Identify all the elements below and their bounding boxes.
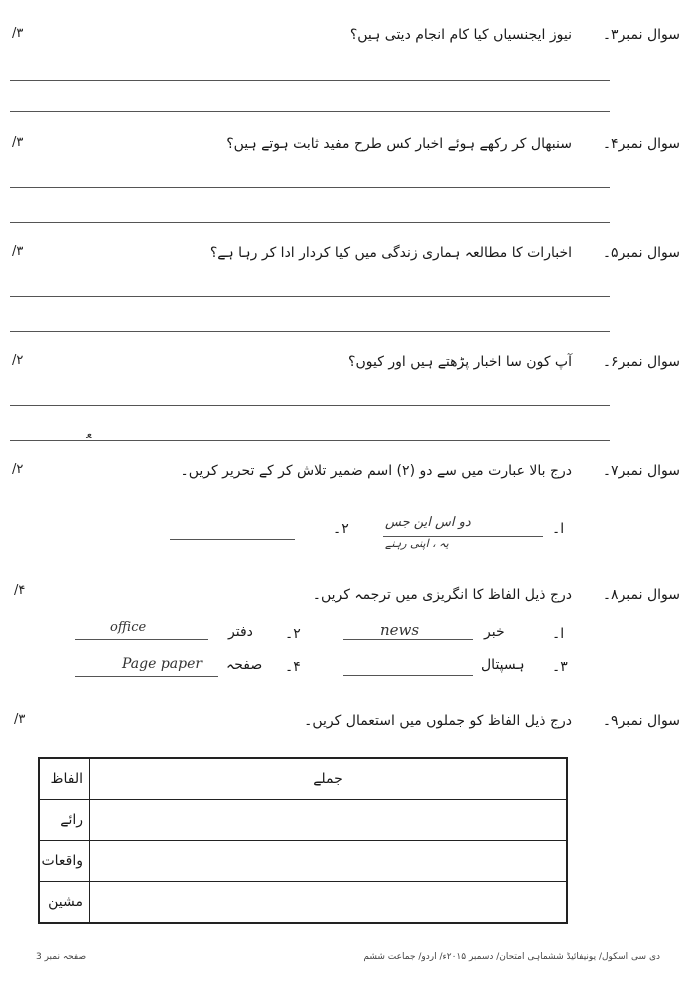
table-sentence-cell[interactable] <box>90 800 568 841</box>
table-word-cell: رائے <box>39 800 90 841</box>
q8-item-3-number: ۳۔ <box>552 659 568 675</box>
q6-label: سوال نمبر۶۔ <box>602 354 680 370</box>
table-row <box>39 882 567 924</box>
q9-text: درج ذیل الفاظ کو جملوں میں استعمال کریں۔ <box>304 713 572 729</box>
q8-item-4-answer[interactable]: Page paper <box>122 656 203 672</box>
q5-answer-line-2[interactable] <box>10 331 610 332</box>
q8-item-4-word: صفحہ <box>226 657 263 673</box>
footer-page-number: صفحہ نمبر 3 <box>36 952 87 962</box>
q4-answer-line-2[interactable] <box>10 222 610 223</box>
stray-pen-mark: ﻌ <box>86 428 92 441</box>
q8-item-3-line[interactable] <box>343 675 473 676</box>
table-word-cell: واقعات <box>39 841 90 882</box>
table-sentence-cell[interactable] <box>90 882 568 924</box>
table-row <box>39 841 567 882</box>
q3-text: نیوز ایجنسیاں کیا کام انجام دیتی ہیں؟ <box>349 27 572 43</box>
table-word-cell: مشین <box>39 882 90 924</box>
q7-label: سوال نمبر۷۔ <box>602 463 680 479</box>
q8-item-1-line[interactable] <box>343 639 473 640</box>
q8-item-1-word: خبر <box>484 624 505 640</box>
q8-marks: /۴ <box>14 583 26 598</box>
q9-marks: /۳ <box>14 712 26 727</box>
q3-marks: /۳ <box>12 26 24 41</box>
footer-exam-info: دی سی اسکول/ یونیفائیڈ ششماہی امتحان/ دسمبر ۲۰۱۵ء/ اردو/ جماعت ششم <box>363 952 660 962</box>
q4-label: سوال نمبر۴۔ <box>602 136 680 152</box>
q4-text: سنبھال کر رکھے ہوئے اخبار کس طرح مفید ثابت ہوتے ہیں؟ <box>226 136 572 152</box>
q6-text: آپ کون سا اخبار پڑھتے ہیں اور کیوں؟ <box>348 354 572 370</box>
q8-item-4-number: ۴۔ <box>285 659 301 675</box>
q8-item-2-line[interactable] <box>75 639 208 640</box>
q6-answer-line-2[interactable] <box>10 440 610 441</box>
table-sentence-cell[interactable] <box>90 841 568 882</box>
q9-label: سوال نمبر۹۔ <box>602 713 680 729</box>
q3-label: سوال نمبر۳۔ <box>602 27 680 43</box>
q7-item-2-number: ۲۔ <box>333 521 349 537</box>
table-header-words: الفاظ <box>39 758 90 800</box>
q4-answer-line-1[interactable] <box>10 187 610 188</box>
q8-item-4-line[interactable] <box>75 676 218 677</box>
q8-item-2-word: دفتر <box>228 624 253 640</box>
q7-text: درج بالا عبارت میں سے دو (۲) اسم ضمیر تلاش کر کے تحریر کریں۔ <box>180 463 572 479</box>
q8-item-2-number: ۲۔ <box>285 626 301 642</box>
q5-label: سوال نمبر۵۔ <box>602 245 680 261</box>
q8-item-2-answer[interactable]: office <box>110 620 147 635</box>
q8-item-1-answer[interactable]: news <box>380 621 420 639</box>
q7-answer-1-line-1[interactable]: دو اس این جس <box>385 515 471 530</box>
q9-words-table <box>38 757 568 924</box>
q3-answer-line-2[interactable] <box>10 111 610 112</box>
q4-marks: /۳ <box>12 135 24 150</box>
table-header-sentences: جملے <box>90 758 568 800</box>
q5-text: اخبارات کا مطالعہ ہماری زندگی میں کیا کردار ادا کر رہا ہے؟ <box>209 245 572 261</box>
q5-marks: /۳ <box>12 244 24 259</box>
table-row <box>39 800 567 841</box>
q7-answer-1-line-2[interactable]: یہ ، اپنی رہنے <box>385 537 449 550</box>
q7-answer-2-line[interactable] <box>170 539 295 540</box>
q7-marks: /۲ <box>12 462 24 477</box>
q8-label: سوال نمبر۸۔ <box>602 587 680 603</box>
q7-answer-1-line[interactable] <box>383 536 543 537</box>
table-header-row <box>39 758 567 800</box>
q6-marks: /۲ <box>12 353 24 368</box>
q3-answer-line-1[interactable] <box>10 80 610 81</box>
q5-answer-line-1[interactable] <box>10 296 610 297</box>
q8-text: درج ذیل الفاظ کا انگریزی میں ترجمہ کریں۔ <box>312 587 572 603</box>
q6-answer-line-1[interactable] <box>10 405 610 406</box>
q8-item-3-word: ہسپتال <box>481 657 525 673</box>
q7-item-1-number: ا۔ <box>552 521 565 537</box>
q8-item-1-number: ا۔ <box>552 626 565 642</box>
